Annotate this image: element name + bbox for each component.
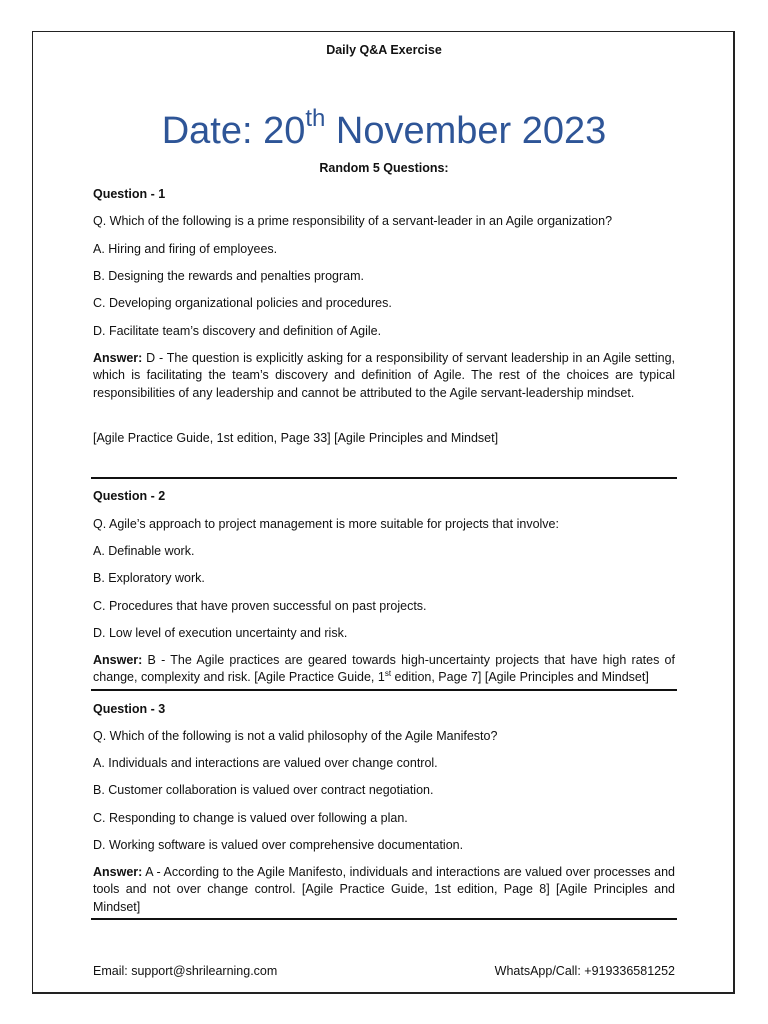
question-2-answer [93,652,675,687]
question-2-option-d: D. Low level of execution uncertainty and risk. [93,626,348,640]
question-3-answer-text: A - According to the Agile Manifesto, individuals and interactions are valued over processes and tools and not over change control. [Agile Practice Guide, 1st edition, Page 8] [Agile Principles and Mindset] [93,865,675,914]
question-1-option-b: B. Designing the rewards and penalties program. [93,269,364,283]
answer-label: Answer: [93,351,143,365]
question-1-text: Q. Which of the following is a prime responsibility of a servant-leader in an Agile organization? [93,214,613,228]
question-1-option-c: C. Developing organizational policies and procedures. [93,296,392,310]
question-1-reference: [Agile Practice Guide, 1st edition, Page 33] [Agile Principles and Mindset] [93,431,499,445]
question-2-answer-text-part-1: B - The Agile practices are geared towards high-uncertainty projects that have high rates of change, complexity and risk. [Agile Practice Guide, 1 [93,653,675,685]
answer-label: Answer: [93,653,143,667]
question-2-option-a: A. Definable work. [93,544,195,558]
question-1-answer-text: D - The question is explicitly asking for a responsibility of servant leadership in an Agile setting, which is facilitating the team’s discovery and definition of Agile. The rest of the choices are typical responsibilities of any leadership and cannot be attributed to the Agile servant-leadership mindset. [93,351,675,400]
question-1-option-a: A. Hiring and firing of employees. [93,242,278,256]
divider-3 [91,918,677,920]
date-rest: November 2023 [325,110,607,152]
date-title [0,104,768,158]
question-1-answer [93,350,675,402]
question-2-text: Q. Agile’s approach to project management is more suitable for projects that involve: [93,517,559,531]
question-2-option-c: C. Procedures that have proven successful on past projects. [93,599,427,613]
question-2-heading: Question - 2 [93,489,166,503]
divider-1 [91,477,677,479]
question-2-answer-ordinal-suffix: st [384,669,392,679]
footer-email: Email: support@shrilearning.com [93,964,278,978]
question-2-option-b: B. Exploratory work. [93,571,205,585]
answer-label: Answer: [93,865,143,879]
footer-phone: WhatsApp/Call: +919336581252 [494,964,675,978]
question-3-heading: Question - 3 [93,702,166,716]
question-3-option-c: C. Responding to change is valued over following a plan. [93,811,408,825]
question-3-answer [93,864,675,916]
divider-2 [91,689,677,691]
question-3-option-b: B. Customer collaboration is valued over contract negotiation. [93,783,434,797]
question-2-answer-text-part-2: edition, Page 7] [Agile Principles and Mindset] [391,670,649,685]
date-prefix: Date: 20 [161,110,306,152]
subtitle: Random 5 Questions: [319,161,449,175]
document-header: Daily Q&A Exercise [326,43,442,57]
question-3-option-d: D. Working software is valued over comprehensive documentation. [93,838,464,852]
question-1-heading: Question - 1 [93,187,166,201]
question-3-text: Q. Which of the following is not a valid philosophy of the Agile Manifesto? [93,729,498,743]
date-ordinal-suffix: th [305,105,326,132]
question-1-option-d: D. Facilitate team’s discovery and definition of Agile. [93,324,382,338]
question-3-option-a: A. Individuals and interactions are valued over change control. [93,756,438,770]
